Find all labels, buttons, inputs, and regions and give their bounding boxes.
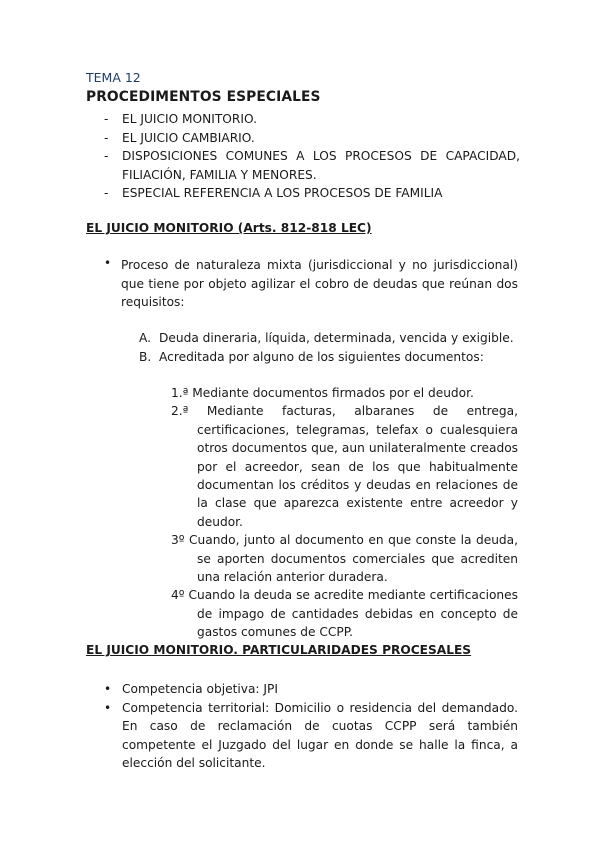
document-item: 1.ª Mediante documentos firmados por el deudor. [171,386,474,400]
competencia-item [104,680,518,699]
document-item: 4º Cuando la deuda se acredite mediante certificaciones de impago de cantidades debidas en concepto de gastos comunes de CCPP. [171,588,518,640]
section-heading-particularidades: EL JUICIO MONITORIO. PARTICULARIDADES PROCESALES [86,643,472,657]
competencia-list [104,680,518,773]
competencia-text: Competencia objetiva: JPI [122,682,278,696]
requirement-item [139,329,519,348]
dash-marker: - [104,149,109,164]
topic-text: DISPOSICIONES COMUNES A LOS PROCESOS DE CAPACIDAD, FILIACIÓN, FAMILIA Y MENORES. [122,149,520,182]
topic-text: ESPECIAL REFERENCIA A LOS PROCESOS DE FAMILIA [122,186,443,201]
topic-list [100,110,520,203]
competencia-text: Competencia territorial: Domicilio o residencia del demandado. En caso de reclamación de cuotas CCPP será también competente el Juzgado del lugar en donde se halle la finca, a elección del solicitante. [122,700,518,771]
requirement-text: Deuda dineraria, líquida, determinada, vencida y exigible. [159,331,514,345]
requirement-marker: B. [139,349,152,364]
topic-text: EL JUICIO CAMBIARIO. [122,130,255,145]
topic-item [100,110,520,129]
bullet-icon: • [104,256,112,270]
competencia-item [104,699,518,773]
dash-marker: - [104,112,109,126]
document-item: 3º Cuando, junto al documento en que conste la deuda, se aporten documentos comerciales que acrediten una relación anterior duradera. [171,533,518,585]
bullet-icon: • [104,700,112,715]
intro-bullet [104,256,518,312]
section-heading-monitorio: EL JUICIO MONITORIO (Arts. 812-818 LEC) [86,221,372,235]
intro-paragraph: Proceso de naturaleza mixta (jurisdiccional y no jurisdiccional) que tiene por objeto agilizar el cobro de deudas que reúnan dos requisitos: [121,258,518,310]
tema-label: TEMA 12 [86,70,141,85]
requirement-item [139,348,519,367]
page-title: PROCEDIMENTOS ESPECIALES [86,89,321,105]
topic-text: EL JUICIO MONITORIO. [122,112,257,126]
requirement-marker: A. [139,331,151,345]
dash-marker: - [104,130,109,145]
requirement-text: Acreditada por alguno de los siguientes documentos: [159,349,484,364]
documents-list [145,384,518,642]
document-item: 2.ª Mediante facturas, albaranes de entrega, certificaciones, telegramas, telefax o cualesquiera otros documentos que, aun unilateralmente creados por el acreedor, sean de los que habitualmente documentan los créditos y deudas en relaciones de la clase que aparezca existente entre acreedor y deudor. [171,404,518,529]
topic-item [100,147,520,184]
bullet-icon: • [104,682,112,696]
topic-item [100,184,520,203]
dash-marker: - [104,186,109,201]
requirements-list [139,329,519,366]
topic-item [100,129,520,148]
